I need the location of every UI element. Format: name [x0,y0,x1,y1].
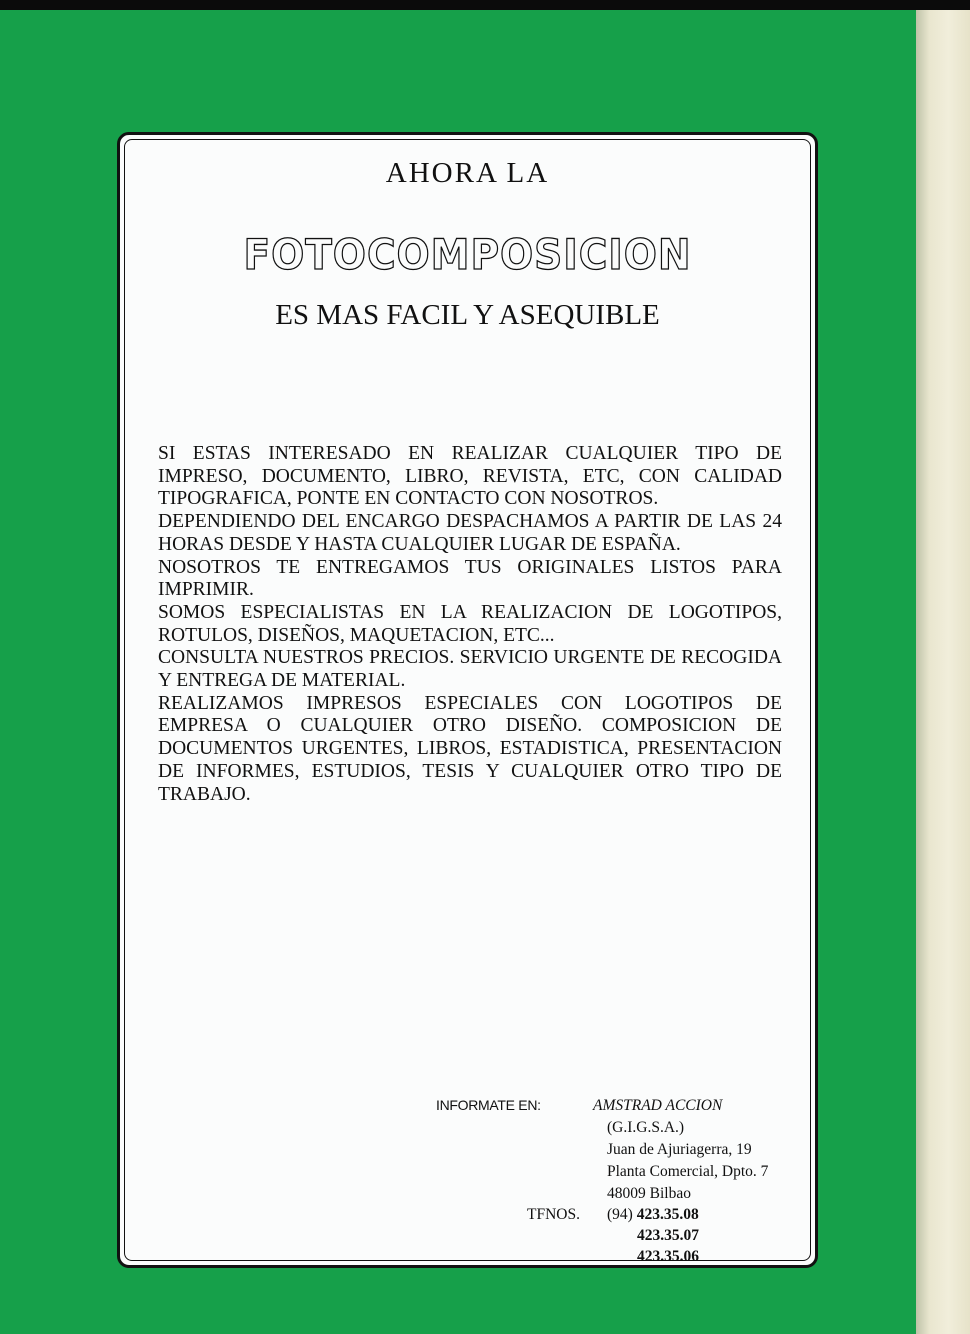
contact-floor: Planta Comercial, Dpto. 7 [607,1163,769,1180]
body-paragraph: REALIZAMOS IMPRESOS ESPECIALES CON LOGOTIPOS DE EMPRESA O CUALQUIER OTRO DISEÑO. COMPOSICION DE DOCUMENTOS URGENTES, LIBROS, ESTADISTICA, PRESENTACION DE INFORMES, ESTUDIOS, TESIS Y CUALQUIER OTRO TIPO DE TRABAJO. [158,692,782,805]
contact-company: AMSTRAD ACCION [593,1097,723,1114]
body-paragraph: DEPENDIENDO DEL ENCARGO DESPACHAMOS A PARTIR DE LAS 24 HORAS DESDE Y HASTA CUALQUIER LUGAR DE ESPAÑA. [158,511,782,555]
phone-3: 423.35.06 [637,1248,699,1265]
body-paragraph: NOSOTROS TE ENTREGAMOS TUS ORIGINALES LISTOS PARA IMPRIMIR. [158,556,782,601]
contact-block [120,135,815,1265]
body-paragraph: SI ESTAS INTERESADO EN REALIZAR CUALQUIER TIPO DE IMPRESO, DOCUMENTO, LIBRO, REVISTA, ETC, CON CALIDAD TIPOGRAFICA, PONTE EN CONTACTO CON NOSOTROS. [158,443,782,510]
headline-fotocomposicion: FOTOCOMPOSICION [243,230,692,279]
page-edge [916,10,970,1334]
phone-1-prefix: (94) [607,1206,633,1223]
body-paragraph: SOMOS ESPECIALISTAS EN LA REALIZACION DE LOGOTIPOS, ROTULOS, DISEÑOS, MAQUETACION, ETC... [158,601,782,646]
body-paragraph: CONSULTA NUESTROS PRECIOS. SERVICIO URGENTE DE RECOGIDA Y ENTREGA DE MATERIAL. [158,647,782,692]
phone-2: 423.35.07 [637,1227,699,1244]
contact-street: Juan de Ajuriagerra, 19 [607,1141,752,1158]
contact-label: INFORMATE EN: [436,1097,541,1113]
phone-1-number: 423.35.08 [636,1206,699,1223]
headline-ahora: AHORA LA [385,157,550,189]
contact-org: (G.I.G.S.A.) [607,1119,685,1136]
phones-label: TFNOS. [527,1206,580,1223]
contact-city: 48009 Bilbao [607,1185,691,1202]
headline-es-mas-facil: ES MAS FACIL Y ASEQUIBLE [275,299,660,331]
phone-1 [607,1206,699,1224]
ad-panel [117,132,818,1268]
